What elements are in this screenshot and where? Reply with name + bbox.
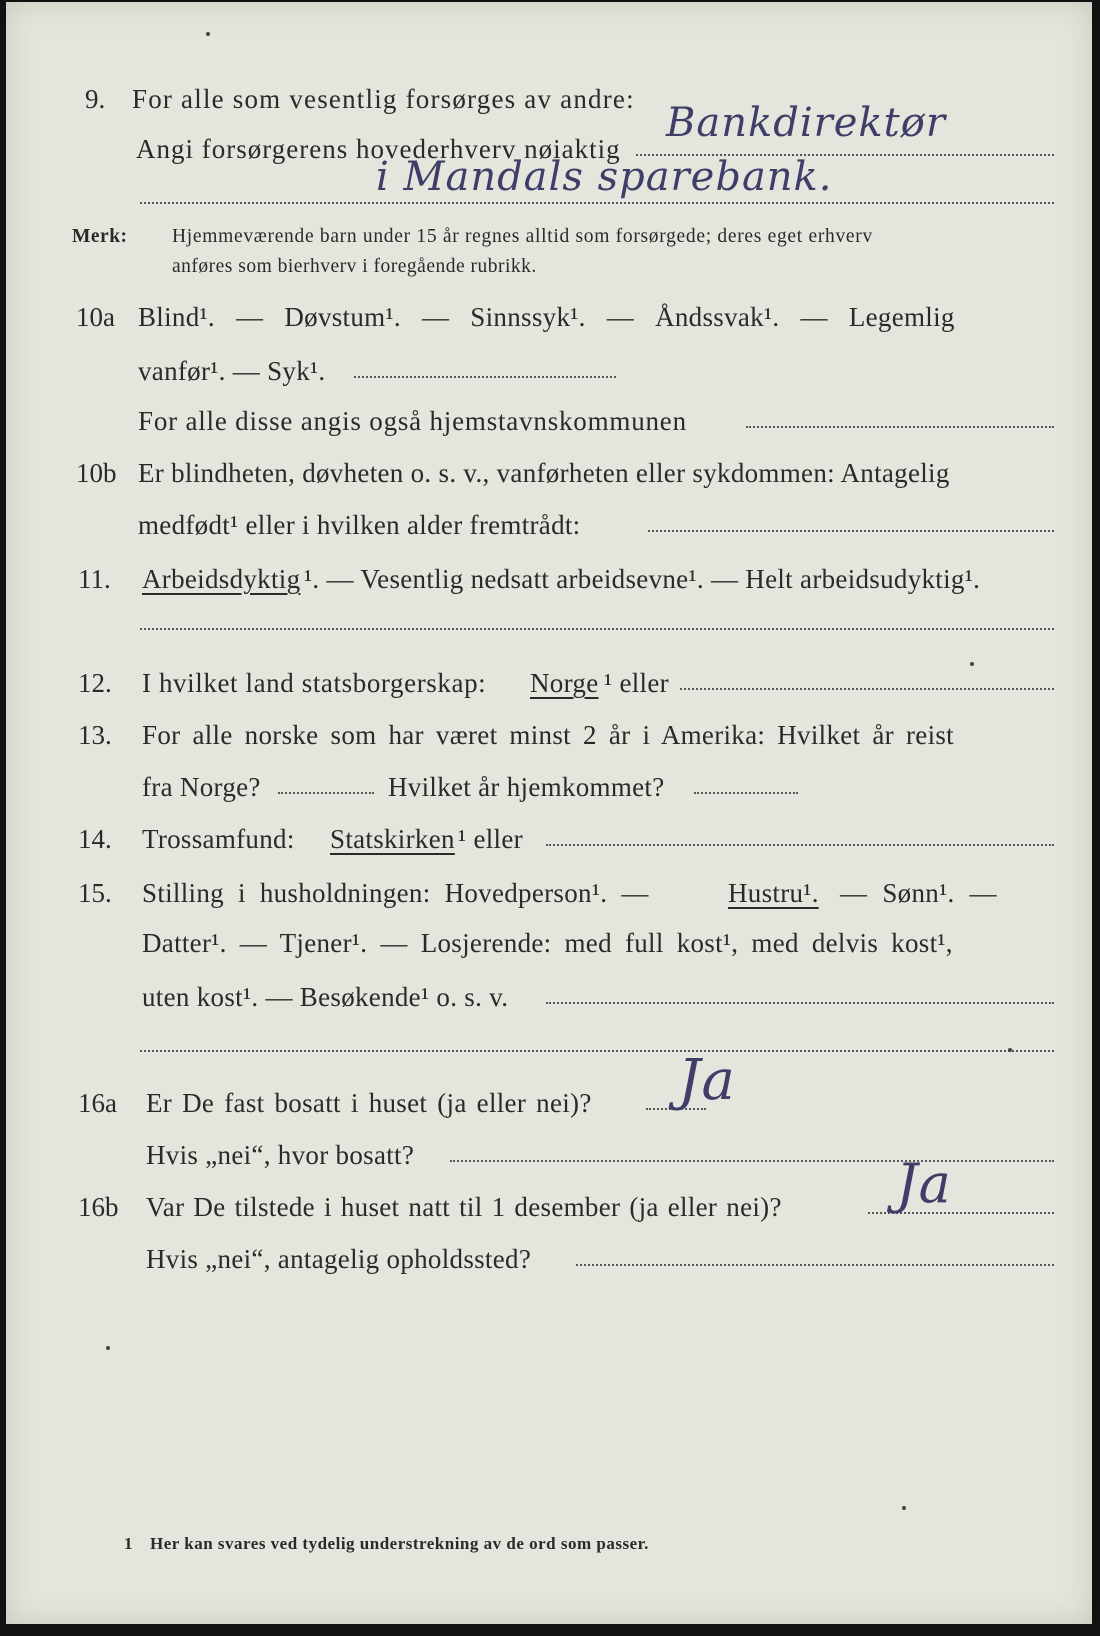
footnote-text: Her kan svares ved tydelig understrekning av de ord som passer. <box>150 1534 649 1553</box>
q10a-answer-line <box>354 376 616 378</box>
paper-speck <box>206 32 210 36</box>
item-number-15: 15. <box>78 878 112 908</box>
q16b-handwritten-answer: Ja <box>896 1152 952 1215</box>
q16a-line2: Hvis „nei“, hvor bosatt? <box>146 1140 415 1170</box>
item-number-11: 11. <box>78 564 111 594</box>
q12-option-norway-underlined: Norge <box>530 668 599 698</box>
q12-prompt: I hvilket land statsborgerskap: <box>142 668 487 698</box>
q15-line1-pre: Stilling i husholdningen: Hovedperson¹. — <box>142 878 649 908</box>
q15-line2: Datter¹. — Tjener¹. — Losjerende: med full kost¹, med delvis kost¹, <box>142 928 953 958</box>
q15-line3: uten kost¹. — Besøkende¹ o. s. v. <box>142 982 509 1012</box>
q14-post: ¹ eller <box>458 824 523 854</box>
q13-return-year-line <box>694 792 798 794</box>
paper-speck <box>106 1346 110 1350</box>
item-number-12: 12. <box>78 668 112 698</box>
q16a-line1: Er De fast bosatt i huset (ja eller nei)? <box>146 1088 592 1118</box>
item-number-16a: 16a <box>78 1088 117 1118</box>
item-number-13: 13. <box>78 720 112 750</box>
paper-speck <box>902 1506 906 1510</box>
q10b-answer-line <box>648 530 1054 532</box>
item-number-16b: 16b <box>78 1192 119 1222</box>
q11-rest: ¹. — Vesentlig nedsatt arbeidsevne¹. — Helt arbeidsudyktig¹. <box>304 564 981 594</box>
note-line2: anføres som bierhverv i foregående rubrikk. <box>172 256 537 277</box>
q12-answer-line <box>680 688 1054 690</box>
q10a-line1: Blind¹. — Døvstum¹. — Sinnssyk¹. — Åndssvak¹. — Legemlig <box>138 302 955 332</box>
q11-option-able-underlined: Arbeidsdyktig <box>142 564 301 594</box>
paper-speck <box>970 662 974 666</box>
paper-speck <box>1008 1048 1012 1052</box>
q16b-whereabouts-line <box>576 1264 1054 1266</box>
q10a-line3: For alle disse angis også hjemstavnskommunen <box>138 406 687 436</box>
note-label: Merk: <box>72 226 128 247</box>
q15-option-wife-underlined: Hustru¹. <box>728 878 819 908</box>
q10b-line2: medfødt¹ eller i hvilken alder fremtrådt: <box>138 510 581 540</box>
q16b-line2: Hvis „nei“, antagelig opholdssted? <box>146 1244 532 1274</box>
census-form-page <box>6 2 1092 1624</box>
q9-line1: For alle som vesentlig forsørges av andre: <box>132 84 635 114</box>
q16a-residence-line <box>450 1160 1054 1162</box>
q10a-line2: vanfør¹. — Syk¹. <box>138 356 326 386</box>
q16a-handwritten-answer: Ja <box>678 1048 736 1113</box>
q10a-hometown-line <box>746 426 1054 428</box>
q9-line2: Angi forsørgerens hovederhverv nøiaktig <box>136 134 621 164</box>
q11-answer-line <box>140 628 1054 630</box>
item-number-9: 9. <box>85 84 106 114</box>
footnote-marker: 1 <box>124 1534 133 1553</box>
q15-answer-line-2 <box>140 1050 1054 1052</box>
note-line1: Hjemmeværende barn under 15 år regnes alltid som forsørgede; deres eget erhverv <box>172 226 873 247</box>
q10b-line1: Er blindheten, døvheten o. s. v., vanførheten eller sykdommen: Antagelig <box>138 458 950 488</box>
q13-line1: For alle norske som har været minst 2 år i Amerika: Hvilket år reist <box>142 720 954 750</box>
q15-answer-line-1 <box>546 1002 1054 1004</box>
q9-handwritten-answer-1: Bankdirektør <box>666 100 946 146</box>
q13-line2a: fra Norge? <box>142 772 261 802</box>
q9-handwritten-answer-2: i Mandals sparebank. <box>376 154 833 200</box>
q13-left-year-line <box>278 792 374 794</box>
q14-option-state-church-underlined: Statskirken <box>330 824 455 854</box>
q15-line1-post: — Sønn¹. — <box>840 878 997 908</box>
q13-line2b: Hvilket år hjemkommet? <box>388 772 665 802</box>
q9-answer-line-2 <box>140 202 1054 204</box>
q14-prompt: Trossamfund: <box>142 824 295 854</box>
q12-post: ¹ eller <box>604 668 669 698</box>
item-number-10a: 10a <box>76 302 115 332</box>
item-number-14: 14. <box>78 824 112 854</box>
q16b-line1: Var De tilstede i huset natt til 1 desember (ja eller nei)? <box>146 1192 782 1222</box>
q14-answer-line <box>546 844 1054 846</box>
item-number-10b: 10b <box>76 458 117 488</box>
